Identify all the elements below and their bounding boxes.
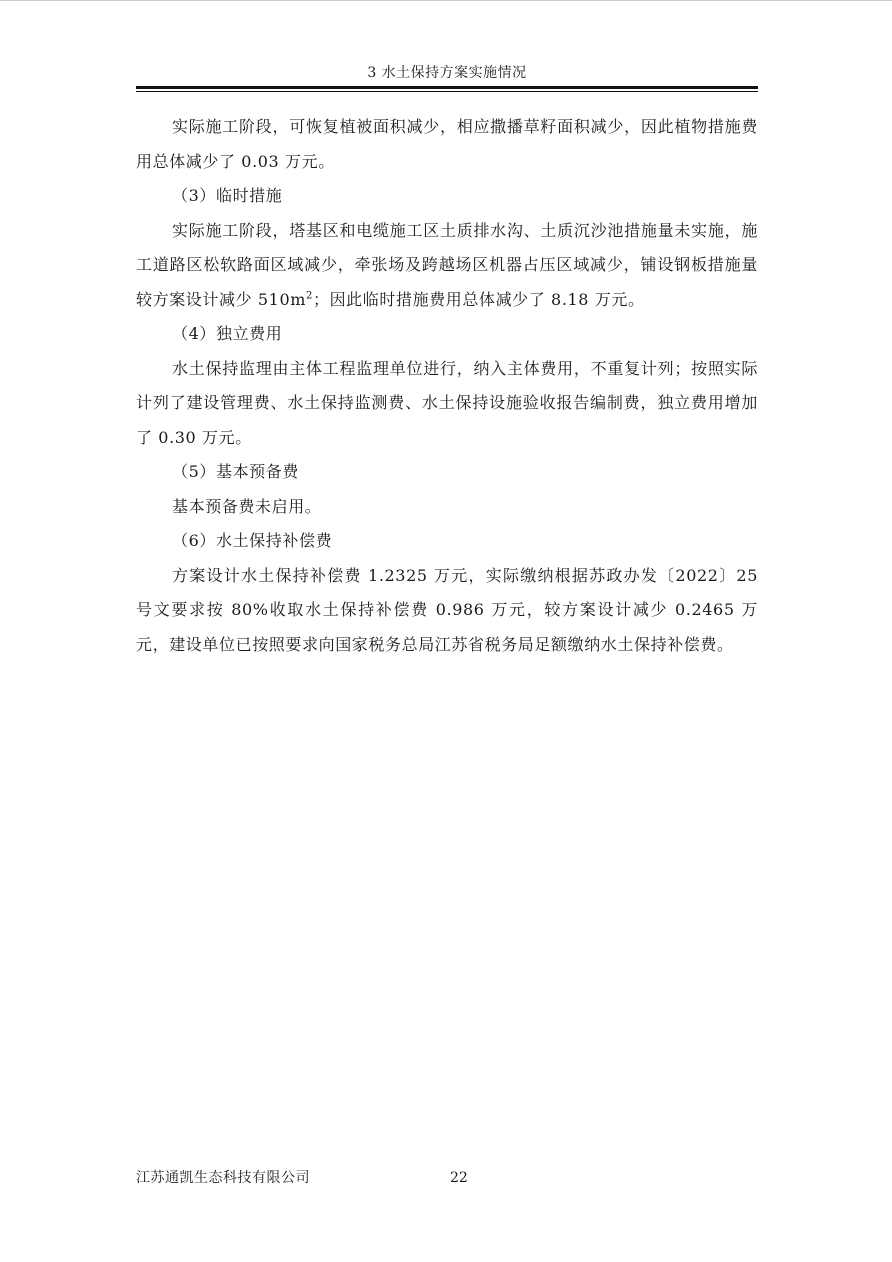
heading-basic-reserve: （5）基本预备费 <box>172 462 299 481</box>
running-header: 3 水土保持方案实施情况 <box>367 65 527 81</box>
heading-temporary-measures: （3）临时措施 <box>172 186 283 205</box>
footer-page-number: 22 <box>450 1170 468 1186</box>
paragraph-independent-costs: 水土保持监理由主体工程监理单位进行，纳入主体费用，不重复计列；按照实际计列了建设管理费、水土保持监测费、水土保持设施验收报告编制费，独立费用增加了 0.30 万元。 <box>136 358 758 447</box>
page-top-border <box>0 0 892 1</box>
heading-compensation-fee: （6）水土保持补偿费 <box>172 531 333 550</box>
paragraph-plant-measures: 实际施工阶段，可恢复植被面积减少，相应撒播草籽面积减少，因此植物措施费用总体减少了 0.03 万元。 <box>136 117 758 171</box>
paragraph-temporary-measures <box>136 214 758 318</box>
body-content <box>136 110 758 662</box>
superscript-squared: 2 <box>306 290 313 302</box>
paragraph-basic-reserve: 基本预备费未启用。 <box>172 496 322 516</box>
header-rule-thick <box>136 86 758 89</box>
paragraph-temporary-part-b: ；因此临时措施费用总体减少了 8.18 万元。 <box>312 289 645 309</box>
paragraph-temporary-part-a: 实际施工阶段，塔基区和电缆施工区土质排水沟、土质沉沙池措施量未实施，施工道路区松软路面区域减少，牵张场及跨越场区机器占压区域减少，铺设钢板措施量较方案设计减少 510m <box>136 220 758 309</box>
paragraph-compensation-fee: 方案设计水土保持补偿费 1.2325 万元，实际缴纳根据苏政办发〔2022〕25 号文要求按 80%收取水土保持补偿费 0.986 万元，较方案设计减少 0.2465 万元，建设单位已按照要求向国家税务总局江苏省税务局足额缴纳水土保持补偿费。 <box>136 565 758 654</box>
heading-independent-costs: （4）独立费用 <box>172 324 283 343</box>
header-rule-thin <box>136 91 758 92</box>
footer-company-name: 江苏通凯生态科技有限公司 <box>136 1170 310 1186</box>
